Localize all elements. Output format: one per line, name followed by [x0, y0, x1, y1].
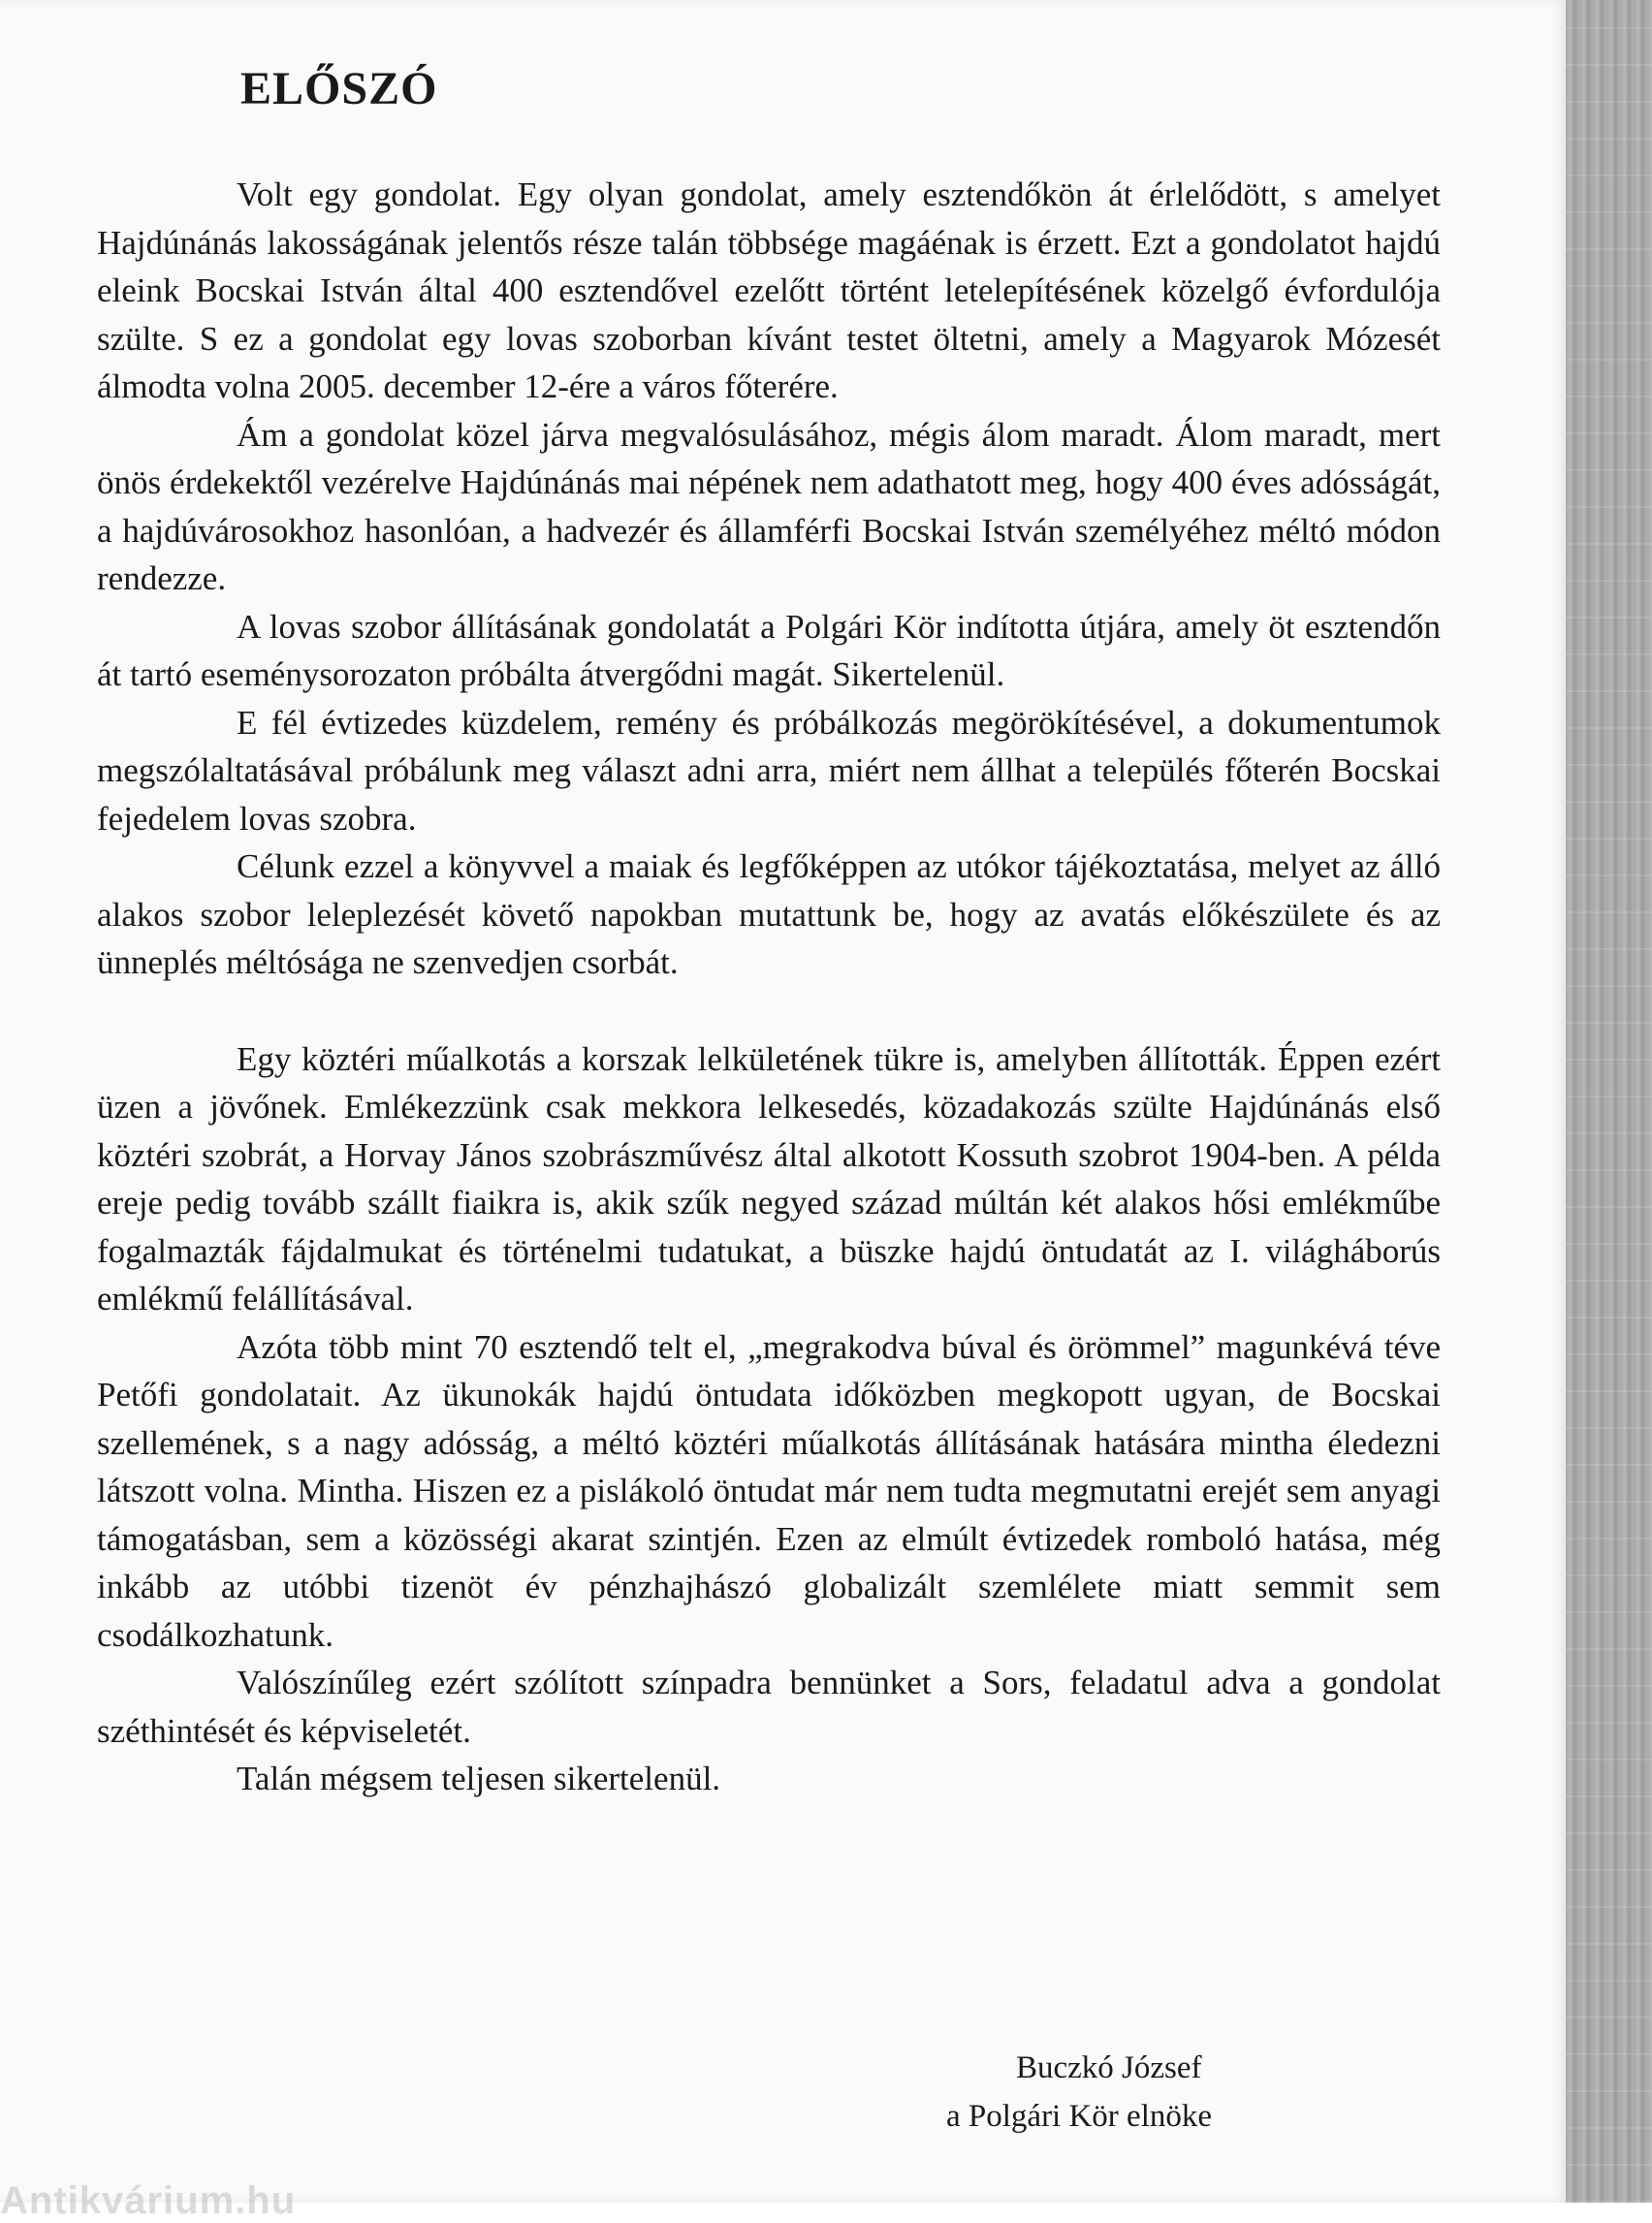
signature-role: a Polgári Kör elnöke: [946, 2099, 1213, 2134]
watermark: Antikvárium.hu: [0, 2179, 297, 2222]
body-text: [97, 171, 1441, 1803]
paragraph: Egy köztéri műalkotás a korszak lelkületének tükre is, amelyben állították. Éppen ezért üzen a jövőnek. Emlékezzünk csak mekkora lelkesedés, közadakozás szülte Hajdúnánás első köztéri szobrát, a Horvay János szobrászművész által alkotott Kossuth szobrot 1904-ben. A példa ereje pedig tovább szállt fiaikra is, akik szűk negyed század múltán két alakos hősi emlékműbe fogalmazták fájdalmukat és történelmi tudatukat, a büszke hajdú öntudatát az I. világháborús emlékmű felállításával.: [97, 1039, 1441, 1318]
paragraph: Talán mégsem teljesen sikertelenül.: [237, 1760, 721, 1797]
signature: [946, 2044, 1212, 2141]
page-title: ELŐSZÓ: [240, 63, 438, 114]
paragraph: Ám a gondolat közel járva megvalósulásához, mégis álom maradt. Álom maradt, mert önös érdekektől vezérelve Hajdúnánás mai népének nem adathatott meg, hogy 400 éves adósságát, a hajdúvárosokhoz hasonlóan, a hadvezér és államférfi Bocskai István személyéhez méltó módon rendezze.: [97, 415, 1441, 597]
signature-name: Buczkó József: [1016, 2050, 1202, 2085]
paragraph: Volt egy gondolat. Egy olyan gondolat, amely esztendőkön át érlelődött, s amelyet Hajdúnánás lakosságának jelentős része talán többsége magáénak is érzett. Ezt a gondolatot hajdú eleink Bocskai István által 400 esztendővel ezelőtt történt letelepítésének közelgő évfordulója szülte. S ez a gondolat egy lovas szoborban kívánt testet öltetni, amely a Magyarok Mózesét álmodta volna 2005. december 12-ére a város főterére.: [97, 175, 1441, 405]
paragraph: A lovas szobor állításának gondolatát a Polgári Kör indította útjára, amely öt esztendőn át tartó eseménysorozaton próbálta átvergődni magát. Sikertelenül.: [97, 607, 1441, 693]
page-stack-edge: [1566, 0, 1652, 2203]
paragraph: Célunk ezzel a könyvvel a maiak és legfőképpen az utókor tájékoztatása, melyet az álló alakos szobor leleplezését követő napokban mutattunk be, hogy az avatás előkészülete és az ünneplés méltósága ne szenvedjen csorbát.: [97, 847, 1441, 981]
paragraph: E fél évtizedes küzdelem, remény és próbálkozás megörökítésével, a dokumentumok megszólaltatásával próbálunk meg választ adni arra, miért nem állhat a település főterén Bocskai fejedelem lovas szobra.: [97, 703, 1441, 838]
paragraph: Valószínűleg ezért szólított színpadra bennünket a Sors, feladatul adva a gondolat széthintését és képviseletét.: [97, 1664, 1441, 1750]
paragraph: Azóta több mint 70 esztendő telt el, „megrakodva búval és örömmel” magunkévá téve Petőfi gondolatait. Az ükunokák hajdú öntudata időközben megkopott ugyan, de Bocskai szellemének, s a nagy adósság, a méltó köztéri műalkotás állításának hatására mintha éledezni látszott volna. Mintha. Hiszen ez a pislákoló öntudat már nem tudta megmutatni erejét sem anyagi támogatásban, sem a közösségi akarat szintjén. Ezen az elmúlt évtizedek romboló hatása, még inkább az utóbbi tizenöt év pénzhajhászó globalizált szemlélete miatt semmit sem csodálkozhatunk.: [97, 1327, 1441, 1654]
